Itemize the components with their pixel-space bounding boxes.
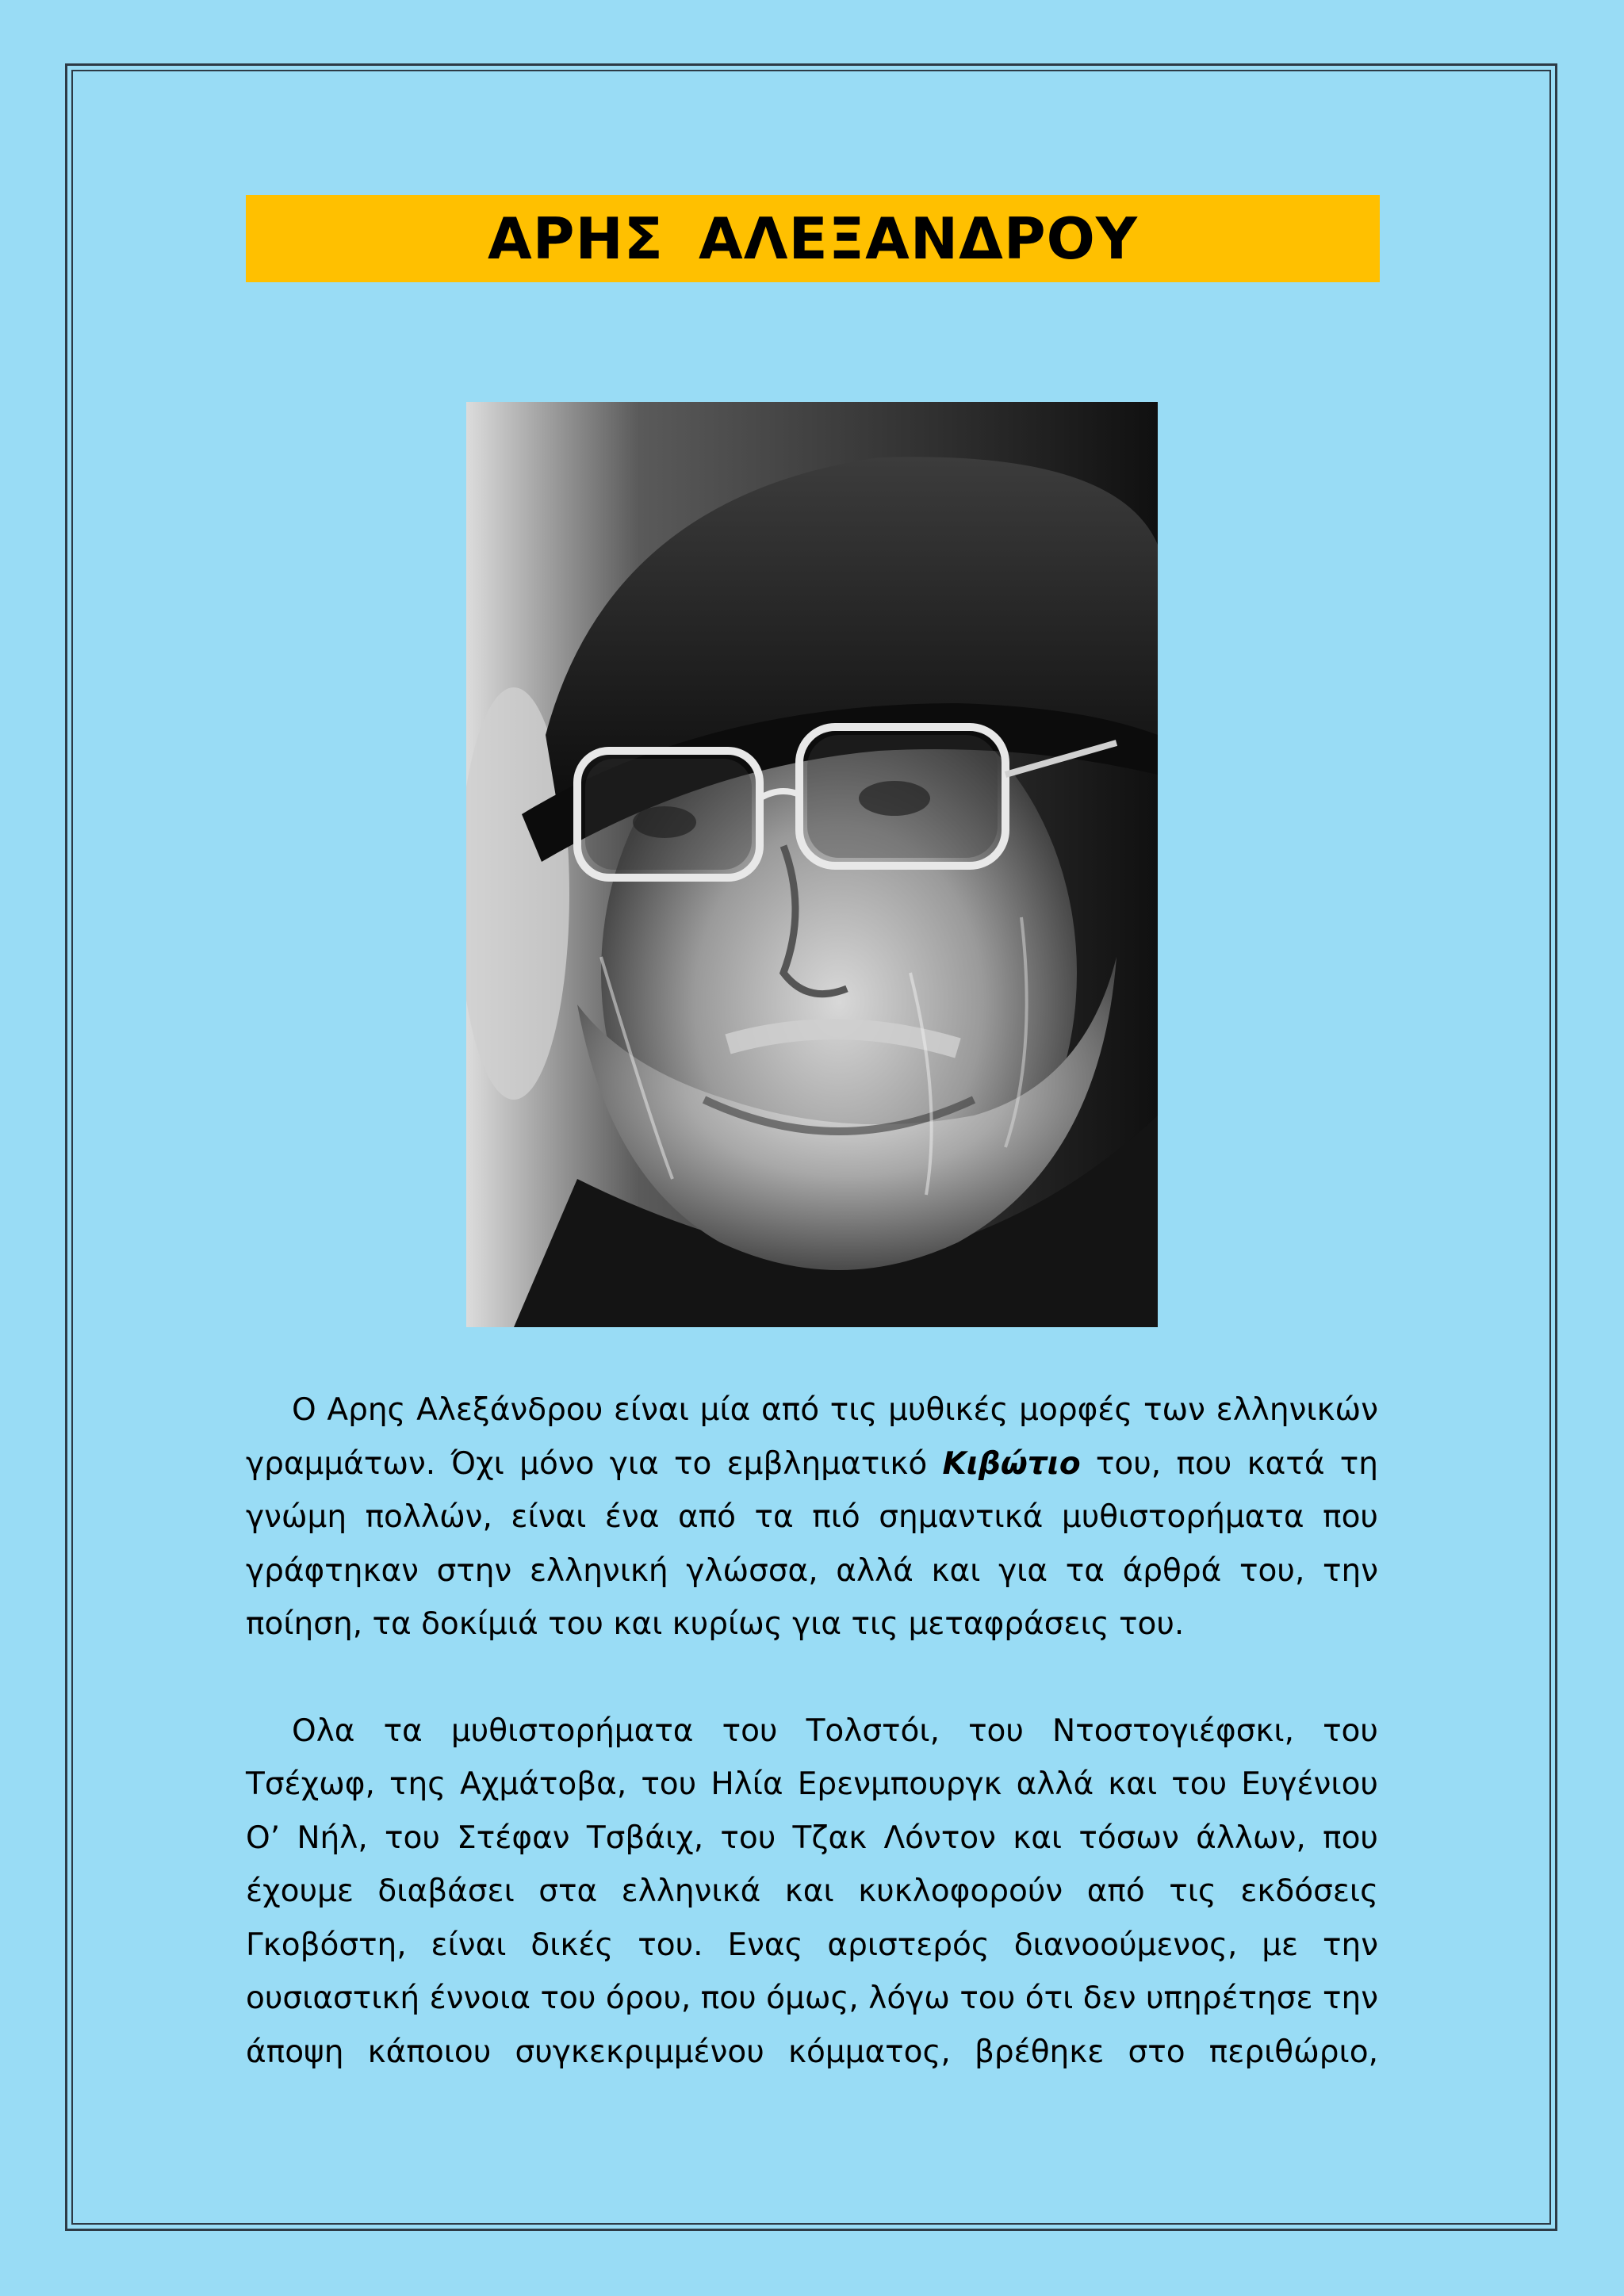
page-title: ΑΡΗΣ ΑΛΕΞΑΝΔΡΟΥ [488, 205, 1138, 272]
biography-paragraph-1 [246, 1383, 1378, 1651]
paragraph-1-text-end: του, που κατά τη γνώμη πολλών, είναι ένα από τα πιό σημαντικά μυθιστορήματα που γράφτηκαν στην ελληνική γλώσσα, αλλά και για τα άρθρά του, την ποίηση, τα δοκίμιά του και κυρίως για τις μεταφράσεις του. [246, 1445, 1378, 1642]
author-portrait-photo [466, 402, 1158, 1327]
title-band [246, 195, 1380, 282]
biography-text [246, 1383, 1378, 2079]
biography-paragraph-2: Ολα τα μυθιστορήματα του Τολστόι, του Ντοστογιέφσκι, του Τσέχωφ, της Αχμάτοβα, του Ηλία Ερενμπουργκ αλλά και του Ευγένιου Ο’ Νήλ, του Στέφαν Τσβάιχ, του Τζακ Λόντον και τόσων άλλων, που έχουμε διαβάσει στα ελληνικά και κυκλοφορούν από τις εκδόσεις Γκοβόστη, είναι δικές του. Ενας αριστερός διανοούμενος, με την ουσιαστική έννοια του όρου, που όμως, λόγω του ότι δεν υπηρέτησε την άποψη κάποιου συγκεκριμμένου κόμματος, βρέθηκε στο περιθώριο, [246, 1712, 1378, 2070]
book-title-kivotio: Κιβώτιο [942, 1445, 1081, 1482]
paragraph-1-text-start: Ο Αρης Αλεξάνδρου είναι μία από τις μυθικές μορφές των ελληνικών γραμμάτων. Όχι μόνο για το εμβληματικό [246, 1392, 1378, 1482]
portrait-image [466, 402, 1158, 1327]
